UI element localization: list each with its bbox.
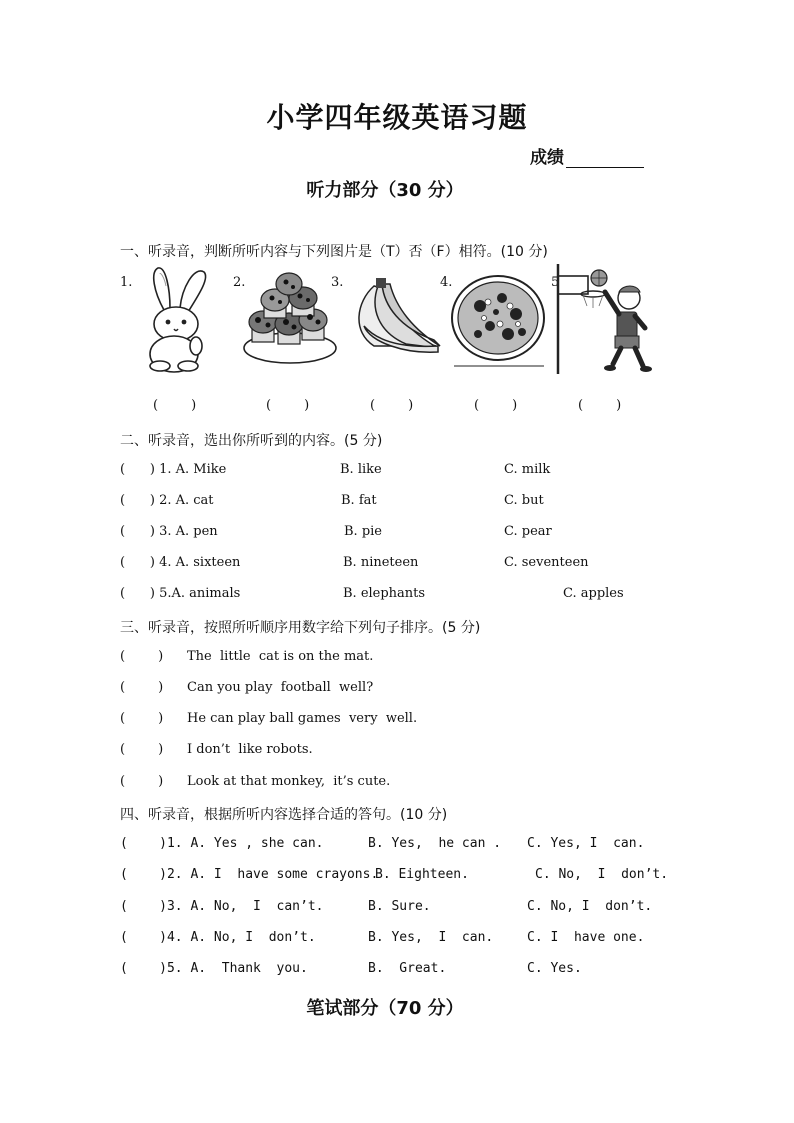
muffins-icon [242,262,340,368]
s3-sentence-5: Look at that monkey, it’s cute. [187,774,391,789]
pizza-icon [450,262,548,370]
s3-paren-2[interactable]: ( ) [120,680,164,695]
score-field [530,143,644,168]
s3-sentence-2: Can you play football well? [187,680,374,695]
answer-paren-5[interactable]: ( ) [578,398,622,413]
rabbit-icon [136,262,216,374]
s4-q1-b: B. Yes, he can . [368,836,502,851]
pic-number-1: 1. [120,275,133,290]
answer-paren-2[interactable]: ( ) [266,398,310,413]
section1-heading: 一、听录音，判断所听内容与下列图片是（T）否（F）相符。(10 分) [120,244,548,260]
s2-q2-c: C. but [504,493,544,508]
s2-q5-b: B. elephants [343,586,426,601]
page-title: 小学四年级英语习题 [266,101,528,134]
section4-heading: 四、听录音，根据所听内容选择合适的答句。(10 分) [120,807,448,823]
s3-sentence-1: The little cat is on the mat. [187,649,374,664]
s2-q3-b: B. pie [344,524,382,539]
s4-q3-c: C. No, I don’t. [527,899,653,914]
s4-q3-b: B. Sure. [368,899,431,914]
s4-q4-b: B. Yes, I can. [368,930,494,945]
answer-paren-3[interactable]: ( ) [370,398,414,413]
s2-q1-b: B. like [340,462,382,477]
s2-q4-b: B. nineteen [343,555,419,570]
s3-paren-4[interactable]: ( ) [120,742,164,757]
s2-q3-c: C. pear [504,524,552,539]
written-part-heading: 笔试部分（70 分） [306,998,464,1019]
score-blank[interactable] [566,151,644,168]
pic-number-5: 5 [551,275,560,290]
s4-q4: ( )4. A. No, I don’t. [120,930,316,945]
pic-number-2: 2. [233,275,246,290]
s2-q1: ( ) 1. A. Mike [120,462,227,477]
s3-sentence-4: I don’t like robots. [187,742,313,757]
section2-heading: 二、听录音，选出你所听到的内容。(5 分) [120,433,383,449]
s4-q5-c: C. Yes. [527,961,582,976]
s4-q1: ( )1. A. Yes , she can. [120,836,324,851]
bananas-icon [344,262,444,362]
listening-part-heading: 听力部分（30 分） [306,180,464,201]
s4-q3: ( )3. A. No, I can’t. [120,899,324,914]
s2-q2-b: B. fat [341,493,377,508]
pic-number-3: 3. [331,275,344,290]
s4-q4-c: C. I have one. [527,930,645,945]
s3-paren-3[interactable]: ( ) [120,711,164,726]
s2-q3: ( ) 3. A. pen [120,524,218,539]
s2-q5-c: C. apples [563,586,624,601]
s4-q5-b: B. Great. [368,961,447,976]
basketball-player-icon [555,262,655,376]
s4-q2-c: C. No, I don’t. [535,867,669,882]
answer-paren-1[interactable]: ( ) [153,398,197,413]
s4-q2-b: B. Eighteen. [375,867,469,882]
s2-q4: ( ) 4. A. sixteen [120,555,241,570]
s4-q5: ( )5. A. Thank you. [120,961,308,976]
s2-q1-c: C. milk [504,462,551,477]
s3-paren-5[interactable]: ( ) [120,774,164,789]
pic-number-4: 4. [440,275,453,290]
s2-q5: ( ) 5.A. animals [120,586,241,601]
s4-q2: ( )2. A. I have some crayons. [120,867,379,882]
s2-q4-c: C. seventeen [504,555,589,570]
s3-sentence-3: He can play ball games very well. [187,711,418,726]
s2-q2: ( ) 2. A. cat [120,493,214,508]
s4-q1-c: C. Yes, I can. [527,836,645,851]
section3-heading: 三、听录音，按照所听顺序用数字给下列句子排序。(5 分) [120,620,481,636]
answer-paren-4[interactable]: ( ) [474,398,518,413]
score-label: 成绩 [530,148,564,168]
s3-paren-1[interactable]: ( ) [120,649,164,664]
